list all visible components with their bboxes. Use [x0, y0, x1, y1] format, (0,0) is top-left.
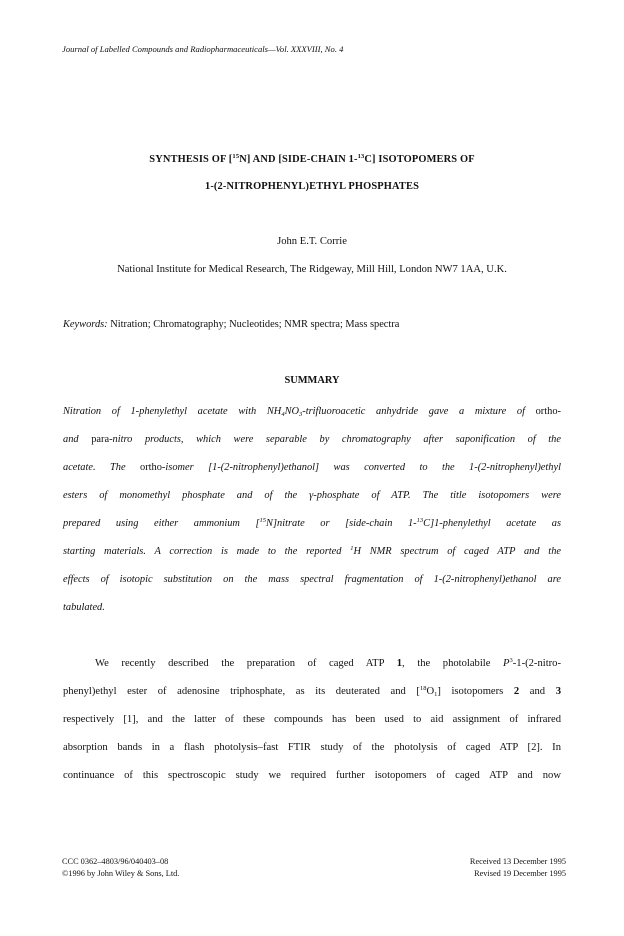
body-line: absorption bands in a flash photolysis–fast FTIR study of the photolysis of caged ATP [2]. In [63, 742, 561, 753]
summary-line: effects of isotopic substitution on the mass spectral fragmentation of 1-(2-nitrophenyl)ethanol are [63, 574, 561, 585]
author: John E.T. Corrie [277, 236, 347, 247]
title-superscript: 15 [232, 153, 240, 160]
title-text: SYNTHESIS OF [ [149, 154, 233, 165]
paper-title-line-1 [0, 154, 624, 165]
footer-received: Received 13 December 1995 [469, 857, 566, 866]
summary-line: acetate. The ortho-isomer [1-(2-nitrophenyl)ethanol] was converted to the 1-(2-nitrophenyl)ethyl [63, 462, 561, 473]
footer-revised: Revised 19 December 1995 [474, 869, 566, 878]
journal-header: Journal of Labelled Compounds and Radiopharmaceuticals—Vol. XXXVIII, No. 4 [62, 44, 344, 54]
title-superscript: 13 [357, 153, 365, 160]
summary-line: Nitration of 1-phenylethyl acetate with $NH_4NO_3$-trifluoroacetic anhydride gave a mixture of ortho- [63, 406, 562, 418]
keywords-text: Nitration; Chromatography; Nucleotides; NMR spectra; Mass spectra [107, 319, 400, 330]
body-line: We recently described the preparation of caged ATP 1, the photolabile $P^3-1-(2-nitro-$ [95, 657, 561, 669]
keywords [63, 319, 399, 330]
summary-line: starting materials. A correction is made to the reported $^1$H NMR spectrum of caged ATP and the [63, 545, 561, 557]
body-line: phenyl)ethyl ester of adenosine triphosphate, as its deuterated and $[^{18}O_1]$ isotopomers 2 and 3 [63, 685, 561, 698]
footer-copyright: ©1996 by John Wiley & Sons, Ltd. [62, 869, 180, 878]
summary-line: tabulated. [63, 602, 105, 613]
summary-line: prepared using either ammonium [$^{15}$N]nitrate or [side-chain 1-$^{13}$C]1-phenylethyl acetate as [63, 517, 562, 529]
keywords-label: Keywords: [63, 319, 108, 330]
title-text: N] AND [SIDE-CHAIN 1- [239, 154, 358, 165]
summary-line: and para-nitro products, which were separable by chromatography after saponification of the [63, 434, 561, 445]
footer-ccc: CCC 0362–4803/96/040403–08 [62, 857, 169, 866]
affiliation: National Institute for Medical Research, The Ridgeway, Mill Hill, London NW7 1AA, U.K. [117, 264, 507, 275]
paper-title-line-2: 1-(2-NITROPHENYL)ETHYL PHOSPHATES [204, 181, 420, 192]
summary-line: esters of monomethyl phosphate and of the γ-phosphate of ATP. The title isotopomers were [63, 490, 561, 501]
summary-heading: SUMMARY [284, 375, 340, 386]
title-text: C] ISOTOPOMERS OF [364, 154, 475, 165]
body-line: continuance of this spectroscopic study we required further isotopomers of caged ATP and now [63, 770, 561, 781]
body-line: respectively [1], and the latter of these compounds has been used to aid assignment of infrared [63, 714, 561, 725]
